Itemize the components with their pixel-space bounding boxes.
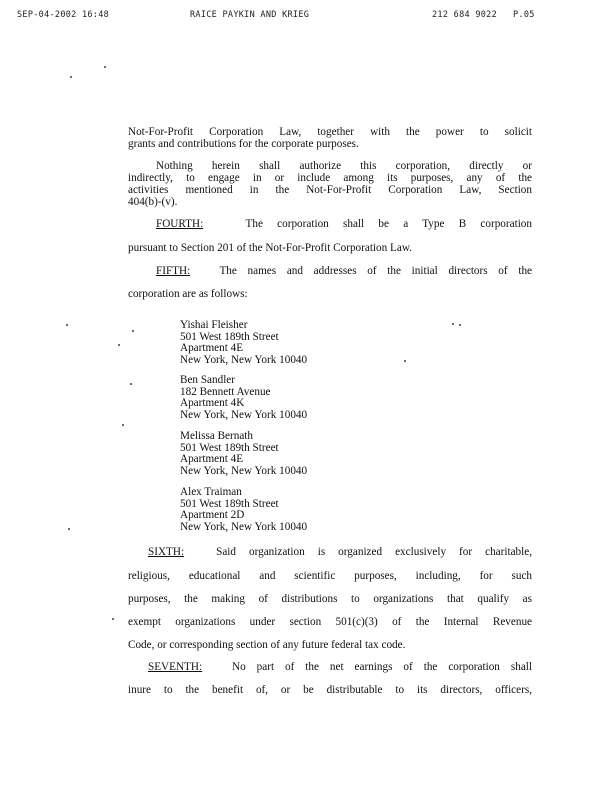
scan-speck — [70, 76, 72, 78]
sixth-line1-text: Said organization is organized exclusively for charitable, — [216, 546, 533, 558]
seventh-heading: SEVENTH: — [148, 661, 203, 673]
scan-speck — [452, 323, 454, 325]
director-city: New York, New York 10040 — [180, 520, 308, 533]
director-street: 501 West 189th Street — [180, 497, 279, 510]
fax-page-number: P.05 — [513, 10, 535, 20]
scan-speck — [404, 360, 406, 362]
sixth-line5: Code, or corresponding section of any future federal tax code. — [128, 639, 406, 651]
sixth-heading: SIXTH: — [148, 546, 185, 558]
director-name: Ben Sandler — [180, 374, 235, 386]
scan-speck — [66, 324, 68, 326]
director-apartment: Apartment 4E — [180, 453, 244, 465]
director-entry — [180, 320, 307, 366]
fourth-line1-text: The corporation shall be a Type B corporation — [245, 218, 532, 230]
fifth-heading: FIFTH: — [156, 265, 191, 277]
fifth-line1-text: The names and addresses of the initial directors of the — [219, 265, 533, 277]
director-name: Alex Traiman — [180, 486, 242, 498]
director-street: 182 Bennett Avenue — [180, 385, 271, 398]
director-street: 501 West 189th Street — [180, 441, 279, 454]
scan-speck — [130, 383, 132, 385]
fax-firm-name: RAICE PAYKIN AND KRIEG — [190, 10, 310, 20]
director-entry — [180, 375, 307, 421]
fax-datetime: SEP-04-2002 16:48 — [17, 10, 110, 20]
director-city: New York, New York 10040 — [180, 353, 308, 366]
director-apartment: Apartment 2D — [180, 509, 245, 521]
sixth-line3: purposes, the making of distributions to organizations that qualify as — [128, 593, 532, 605]
scan-speck — [122, 424, 124, 426]
scan-speck — [459, 324, 461, 326]
sixth-line4: exempt organizations under section 501(c)(3) of the Internal Revenue — [128, 616, 532, 628]
director-entry — [180, 431, 307, 477]
fifth-line1 — [156, 265, 532, 277]
director-apartment: Apartment 4K — [180, 397, 245, 409]
para2-line4: 404(b)-(v). — [128, 196, 178, 208]
seventh-line2: inure to the benefit of, or be distributable to its directors, officers, — [128, 684, 532, 696]
para2-line2: indirectly, to engage in or include among its purposes, any of the — [128, 172, 532, 184]
scan-speck — [104, 66, 106, 68]
seventh-line1-text: No part of the net earnings of the corporation shall — [232, 661, 533, 673]
scan-speck — [68, 528, 70, 530]
director-name: Melissa Bernath — [180, 430, 254, 442]
para1-line1: Not-For-Profit Corporation Law, together with the power to solicit — [128, 126, 532, 138]
para2-line3: activities mentioned in the Not-For-Profit Corporation Law, Section — [128, 184, 532, 196]
director-city: New York, New York 10040 — [180, 408, 308, 421]
director-city: New York, New York 10040 — [180, 464, 308, 477]
para2-line1: Nothing herein shall authorize this corporation, directly or — [156, 160, 532, 172]
para1-line2: grants and contributions for the corporate purposes. — [128, 138, 359, 150]
seventh-line1 — [148, 661, 532, 673]
fax-phone-number: 212 684 9022 — [432, 10, 498, 20]
sixth-line1 — [148, 546, 532, 558]
fourth-heading: FOURTH: — [156, 218, 204, 230]
director-street: 501 West 189th Street — [180, 330, 279, 343]
scan-speck — [112, 618, 114, 620]
director-entry — [180, 487, 307, 533]
director-name: Yishai Fleisher — [180, 319, 248, 331]
sixth-line2: religious, educational and scientific purposes, including, for such — [128, 570, 532, 582]
scan-speck — [118, 344, 120, 346]
fourth-line1 — [156, 218, 532, 230]
fourth-line2: pursuant to Section 201 of the Not-For-Profit Corporation Law. — [128, 242, 412, 254]
fifth-line2: corporation are as follows: — [128, 288, 248, 300]
scan-speck — [132, 330, 134, 332]
director-apartment: Apartment 4E — [180, 342, 244, 354]
